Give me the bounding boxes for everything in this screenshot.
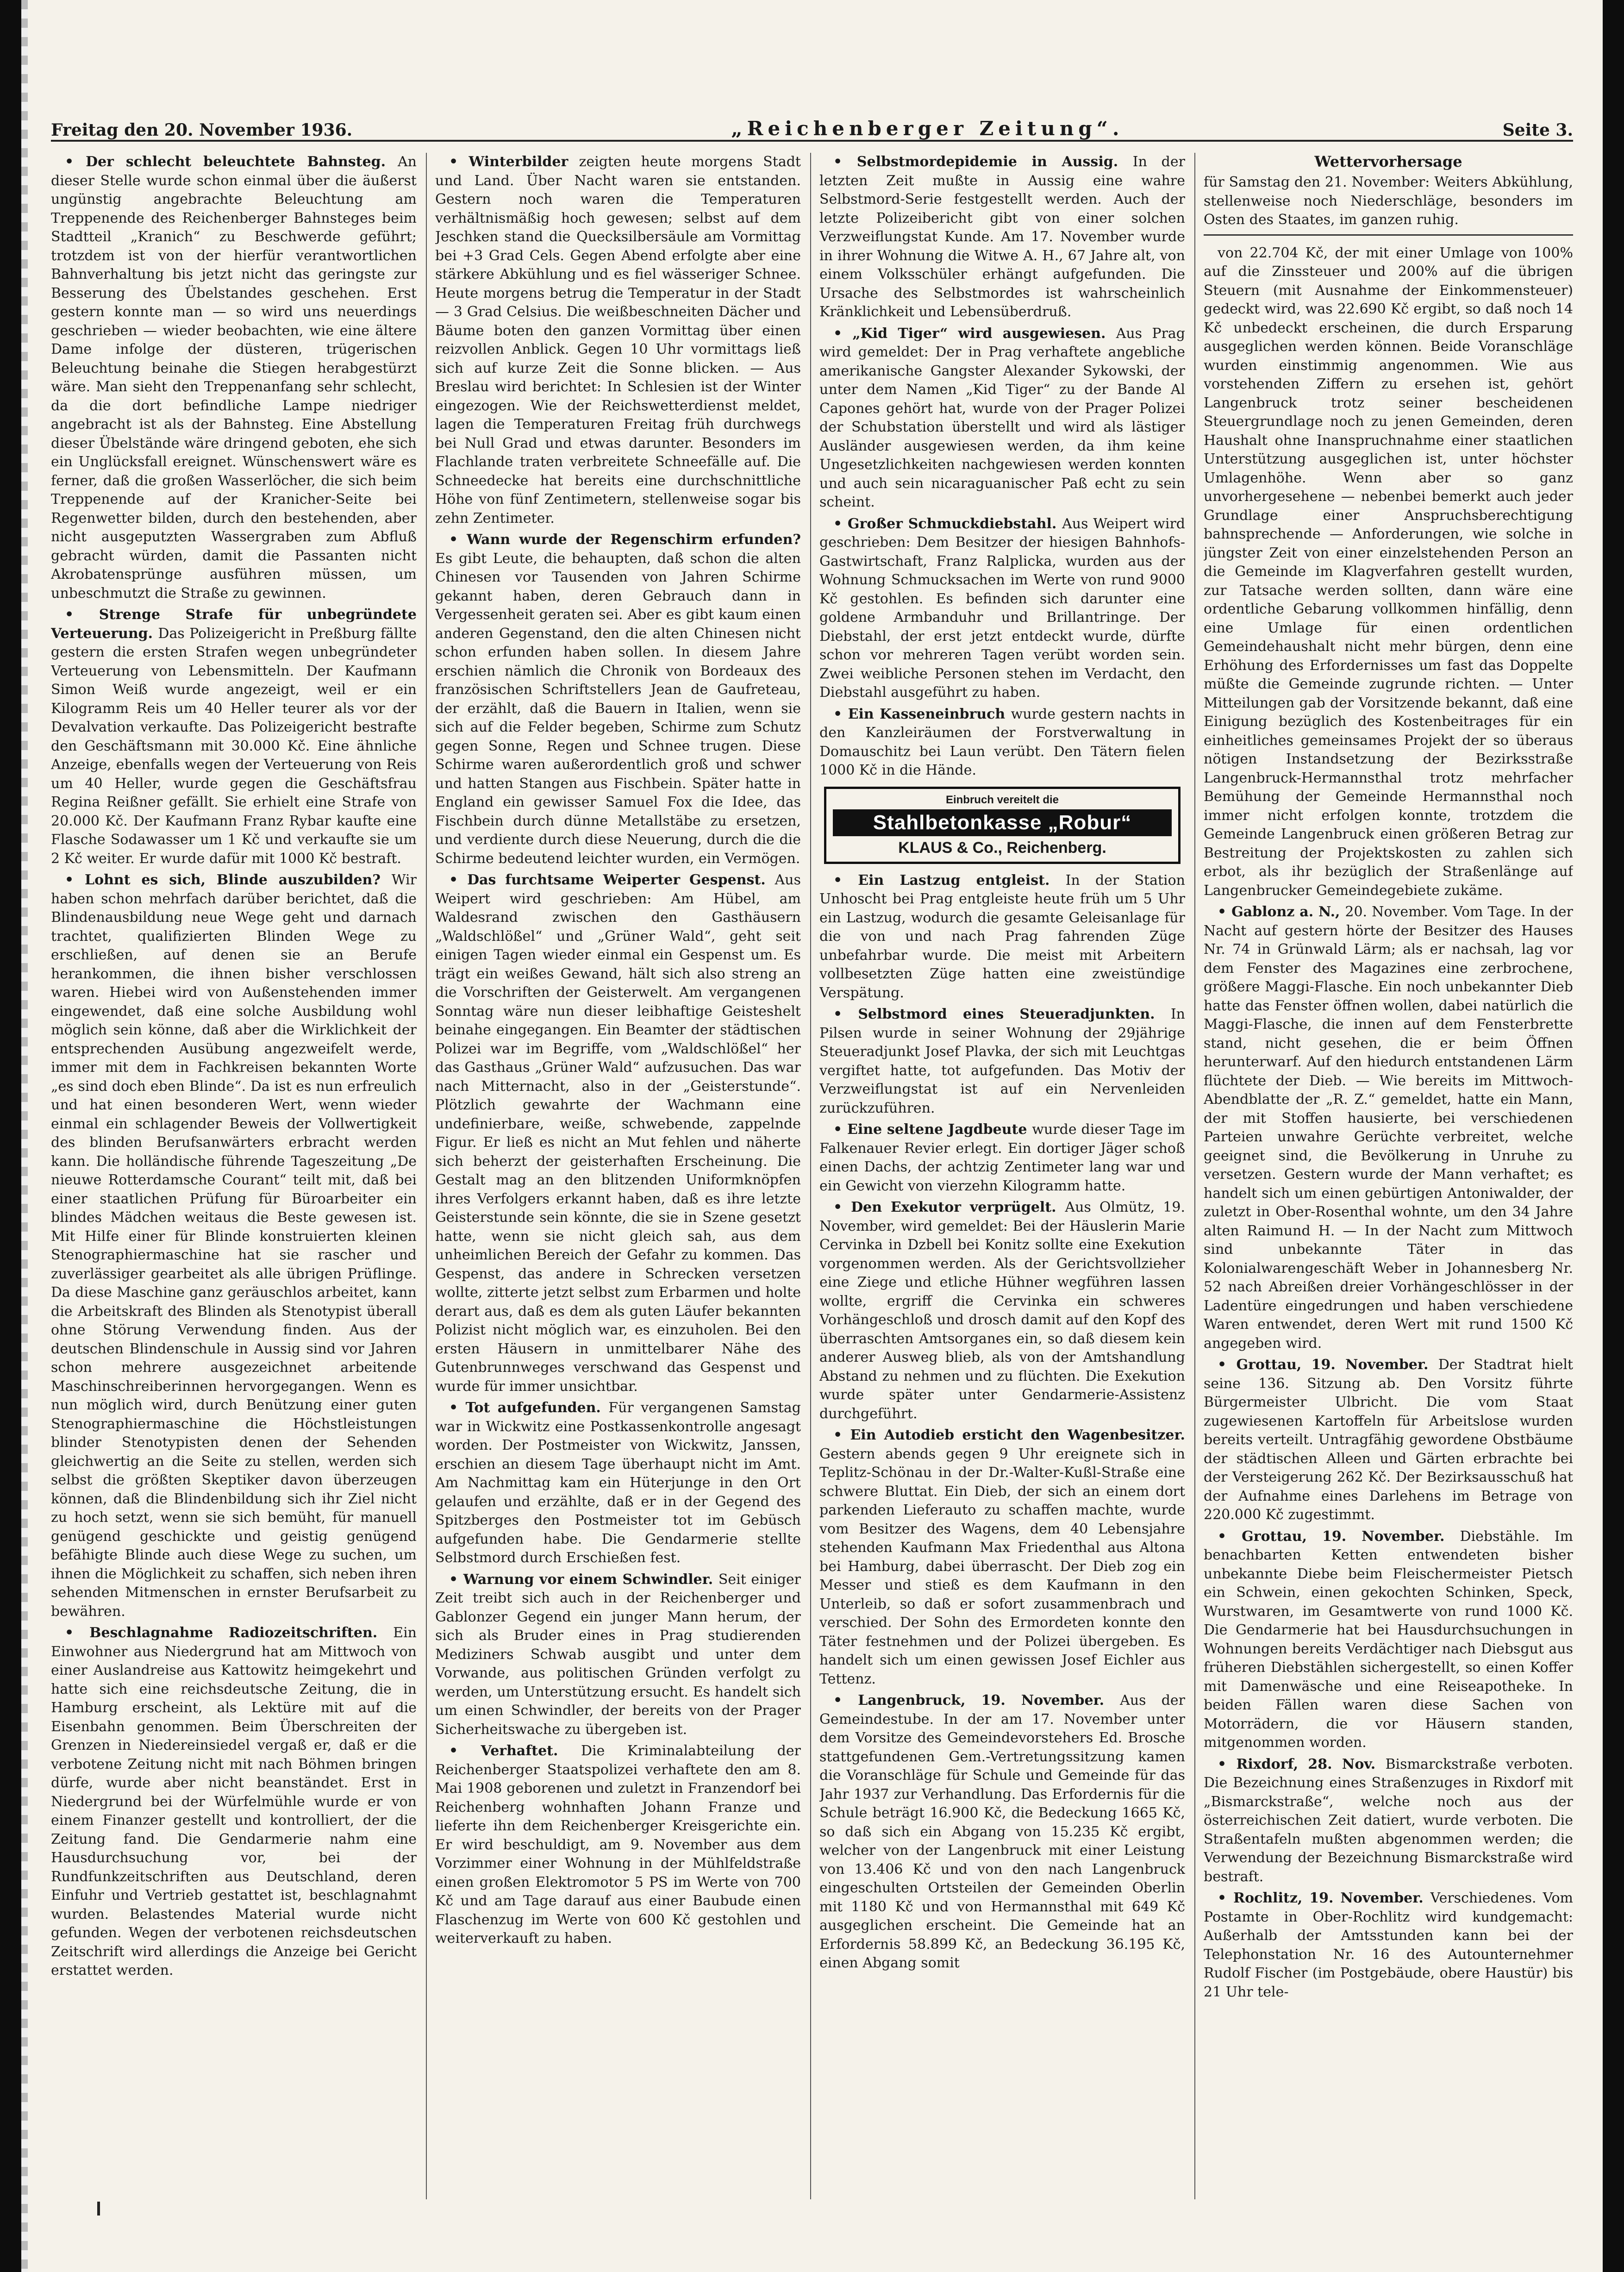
article-headline: • Wann wurde der Regenschirm erfunden? — [449, 532, 801, 548]
article-headline: • Eine seltene Jagdbeute — [833, 1121, 1032, 1138]
article-body: Aus Olmütz, 19. November, wird gemeldet: Bei der Häuslerin Marie Cervinka in Dzbell bei Konitz sollte eine Exekution vorgenommen werden. Als der Gerichtsvollzieher eine Ziege und etliche Hühner wegführen lassen wollte, ergriff die Cervinka ein schweres Vorhängeschloß und drosch damit auf den Kopf des überraschten Amtsorganes ein, so daß diesem kein anderer Ausweg blieb, als von der Amtshandlung Abstand zu nehmen und zu flüchten. Die Exekution wurde später unter Gendarmerie-Assistenz durchgeführt. — [819, 1199, 1185, 1422]
news-article — [819, 1426, 1185, 1689]
article-body: Die Kriminalabteilung der Reichenberger Staatspolizei verhaftete den am 8. Mai 1908 geborenen und zuletzt in Franzendorf bei Reichenberg wohnhaften Johann Franze und lieferte ihn dem Reichenberger Kreisgerichte ein. Er wird beschuldigt, am 9. November aus dem Vorzimmer einer Wohnung in der Mühlfeldstraße einen großen Elektromotor 5 PS im Werte von 700 Kč und am Tage darauf aus einer Baubude einen Flaschenzug im Werte von 600 Kč gestohlen und weiterverkauft zu haben. — [435, 1743, 801, 1947]
margin-mark — [97, 2202, 100, 2216]
scan-edge-left — [0, 0, 21, 2272]
article-paragraph — [51, 606, 417, 868]
weather-title: Wettervorhersage — [1314, 153, 1462, 170]
column-1 — [51, 153, 417, 2199]
article-body: Wir haben schon mehrfach darüber berichtet, daß die Blindenausbildung neue Wege geht und darnach trachtet, qualifizierten Blinden Wege zu erschließen, auf denen sie an Berufe herankommen, die ihnen bisher verschlossen waren. Hiebei wird von Außenstehenden immer eingewendet, daß eine solche Ausbildung wohl möglich sein könne, daß aber die Wirklichkeit der entsprechenden Ausübung angezweifelt werde, immer mit dem in Fachkreisen bekannten Worte „es sind doch eben Blinde“. Da ist es nun erfreulich und hat einen besonderen Wert, wenn wieder einmal ein schlagender Beweis der Vollwertigkeit des blinden Berufsanwärters erbracht werden kann. Die holländische führende Tageszeitung „De nieuwe Rotterdamsche Courant“ teilt mit, daß bei einer staatlichen Prüfung für Büroarbeiter ein blindes Mädchen weitaus die Beste gewesen ist. Mit Hilfe einer für Blinde konstruierten kleinen Stenographiermaschine hat sie rascher und zuverlässiger gearbeitet als alle übrigen Prüflinge. Da diese Maschine ganz geräuschlos arbeitet, kann die Arbeitskraft des Blinden als Stenotypist überall ohne Störung Verwendung finden. Aus der deutschen Blindenschule in Aussig sind vor Jahren schon mehrere ausgezeichnet arbeitende Maschinschreiberinnen hervorgegangen. Wenn es nun möglich wird, durch Benützung einer guten Stenographiermaschine die Höchstleistungen blinder Stenotypisten denen der Sehenden gleichwertig an die Seite zu stellen, werden sich selbst die größten Skeptiker davon überzeugen können, daß die Blindenbildung sich ihr Ziel nicht zu hoch setzt, wenn sie sich bemüht, für manuell genügend geschickte und geistig genügend befähigte Blinde auch diese Wege zu suchen, um ihnen die Möglichkeit zu schaffen, sich neben ihren sehenden Mitmenschen in ernster Berufsarbeit zu bewähren. — [51, 872, 417, 1620]
article-headline: • Selbstmordepidemie in Aussig. — [833, 154, 1133, 170]
news-article — [51, 1624, 417, 1980]
news-article — [51, 153, 417, 603]
advertisement — [824, 787, 1181, 864]
news-article — [819, 515, 1185, 702]
article-body: von 22.704 Kč, der mit einer Umlage von 100% auf die Zinssteuer und 200% auf die übrigen Steuern (mit Ausnahme der Einkommensteuer) gedeckt wird, was 22.690 Kč ergibt, so daß noch 14 Kč unbedeckt erscheinen, die durch Ersparung ausgeglichen werden können. Beide Voranschläge wurden einstimmig angenommen. Wie aus vorstehenden Ziffern zu ersehen ist, gehört Langenbruck trotz seiner bescheidenen Steuergrundlage noch zu jenen Gemeinden, deren Haushalt ohne Inanspruchnahme einer staatlichen Unterstützung ausgeglichen ist, unter höchster Umlagenhöhe. Wenn aber so ganz unvorhergesehene — nebenbei bemerkt auch jeder Grundlage einer Anspruchsberechtigung bahnsprechende — Anforderungen, wie solche in jüngster Zeit von einer einzelstehenden Person an die Gemeinde im Klagverfahren gestellt wurden, zur Tatsache werden sollten, dann wäre eine ordentliche Gebarung vollkommen hinfällig, denn eine Umlage für einen ordentlichen Gemeindehaushalt nicht mehr bürgen, denn eine Erhöhung des Erfordernisses um fast das Doppelte müßte die Gemeinde zugrunde richten. — Unter Mitteilungen gab der Vorsitzende bekannt, daß eine Einigung bezüglich des Kostenbeitrages für ein einheitliches gemeinsames Projekt der so überaus nötigen Instandsetzung der Bezirksstraße Langenbruck-Hermannsthal trotz mehrfacher Bemühung der Gemeinde Hermannsthal noch immer nicht erfolgen konnte, trotzdem die Gemeinde Langenbruck einen größeren Betrag zur Bestreitung der Projektskosten zu zahlen sich erbot, als ihr bezüglich der Straßenlänge auf Langenbrucker Gemeindegebiete zukäme. — [1204, 244, 1573, 899]
article-headline: • Winterbilder — [449, 154, 579, 170]
article-paragraph — [435, 153, 801, 528]
article-body: An dieser Stelle wurde schon einmal über die äußerst ungünstig angebrachte Beleuchtung am Treppenende des Reichenberger Bahnsteges beim Stadtteil „Kranich“ zu Beschwerde geführt; trotzdem ist von der hierfür verantwortlichen Bahnverhaltung bis jetzt nicht das geringste zur Besserung des Übelstandes geschehen. Erst gestern konnte man — so wird uns neuerdings geschrieben — wieder beobachten, wie eine ältere Dame infolge der düsteren, trügerischen Beleuchtung beinahe die Stiegen herabgestürzt wäre. Man sieht den Treppenanfang sehr schlecht, da die dort befindliche Lampe niedriger angebracht ist als der Bahnsteg. Eine Abstellung dieser Übelstände wäre dringend geboten, ehe sich ein Unglücksfall ereignet. Wünschenswert wäre es ferner, daß die großen Wasserlöcher, die sich beim Treppenende auf der Kranicher-Seite bei Regenwetter bilden, durch den bestehenden, aber nicht ausgeputzten Wassergraben zum Abfluß gebracht würden, damit die Passanten nicht Akrobatensprünge ausführen müssen, um unbeschmutzt die Straße zu gewinnen. — [51, 154, 417, 601]
article-columns — [51, 153, 1573, 2199]
scan-edge-strip — [21, 0, 28, 2272]
article-paragraph — [435, 1399, 801, 1568]
news-article — [1204, 903, 1573, 1353]
ad-tagline: Einbruch vereitelt die — [945, 793, 1059, 806]
weather-text: für Samstag den 21. November: Weiters Abkühlung, stellenweise noch Niederschläge, besonders im Osten des Staates, im ganzen ruhig. — [1204, 174, 1573, 228]
article-headline: • Grottau, 19. November. — [1218, 1357, 1438, 1373]
news-article — [1204, 1755, 1573, 1887]
article-body: In der letzten Zeit mußte in Aussig eine wahre Selbstmord-Serie festgestellt werden. Auch der letzte Polizeibericht gibt von einer solchen Verzweiflungstat Kunde. Am 17. November wurde in ihrer Wohnung die Witwe A. H., 67 Jahre alt, von einem Volksschüler erhängt aufgefunden. Die Ursache des Selbstmordes ist wahrscheinlich Kränklichkeit und Lebensüberdruß. — [819, 154, 1185, 320]
article-paragraph — [819, 1691, 1185, 1973]
article-headline: • Tot aufgefunden. — [449, 1400, 609, 1416]
article-body: In Pilsen wurde in seiner Wohnung der 29jährige Steueradjunkt Josef Plavka, der sich mit Leuchtgas vergiftet hatte, tot aufgefunden. Das Motiv der Verzweiflungstat ist auf ein Nervenleiden zurückzuführen. — [819, 1006, 1185, 1116]
article-headline: • „Kid Tiger“ wird ausgewiesen. — [833, 325, 1116, 342]
article-paragraph — [435, 1571, 801, 1740]
news-article — [1204, 1889, 1573, 2002]
article-headline: • Verhaftet. — [449, 1743, 581, 1759]
news-article — [819, 1005, 1185, 1118]
article-body: Es gibt Leute, die behaupten, daß schon die alten Chinesen vor Tausenden von Jahren Schirme gekannt haben, deren Gebrauch dann in Vergessenheit geraten sei. Aber es gibt kaum einen anderen Gegenstand, den die alten Chinesen nicht schon erfunden haben sollen. In diesem Jahre erschien nämlich die Chronik von Bordeaux des französischen Schriftstellers Jean de Gaufreteau, der erzählt, daß die Bauern in Italien, wenn sie sich auf die Felder begeben, Schirme zum Schutz gegen Sonne, Regen und Schnee trugen. Diese Schirme waren außerordentlich groß und schwer und hatten Stangen aus Fischbein. Später hatte in England ein gewisser Samuel Fox die Idee, das Fischbein durch dünne Metallstäbe zu ersetzen, und verdiente durch diese Neuerung, durch die die Schirme bedeutend leichter wurden, ein Vermögen. — [435, 550, 801, 867]
article-paragraph — [819, 871, 1185, 1003]
article-headline: • Strenge Strafe für unbegründete Verteuerung. — [51, 607, 417, 642]
article-headline: • Rixdorf, 28. Nov. — [1218, 1756, 1386, 1772]
article-body: Aus Prag wird gemeldet: Der in Prag verhaftete angebliche amerikanische Gangster Alexander Sykowski, der unter dem Namen „Kid Tiger“ zu der Bande Al Capones gehört hat, wurde von der Prager Polizei der Schubstation überstellt und wird als lästiger Ausländer ausgewiesen werden, da ihm keine Ungesetzlichkeiten nachgewiesen werden konnten und auch sein nicaraguanischer Paß echt zu sein scheint. — [819, 325, 1185, 510]
article-body: zeigten heute morgens Stadt und Land. Über Nacht waren sie entstanden. Gestern noch waren die Temperaturen verhältnismäßig hoch gewesen; selbst auf dem Jeschken stand die Quecksilbersäule am Vormittag bei +3 Grad Cels. Gegen Abend erfolgte aber eine stärkere Abkühlung und es fiel wässeriger Schnee. Heute morgens betrug die Temperatur in der Stadt — 3 Grad Celsius. Die weißbeschneiten Dächer und Bäume boten den ganzen Vormittag über einen reizvollen Anblick. Gegen 10 Uhr vormittags ließ sich auf kurze Zeit die Sonne blicken. — Aus Breslau wird berichtet: In Schlesien ist der Winter eingezogen. Wie der Reichswetterdienst meldet, lagen die Temperaturen Freitag früh durchwegs bei Null Grad und etwas darunter. Besonders im Flachlande traten verbreitete Schneefälle auf. Die Schneedecke hat bereits eine durchschnittliche Höhe von fünf Zentimetern, stellenweise sogar bis zehn Zentimeter. — [435, 154, 801, 526]
article-body: Aus der Gemeindestube. In der am 17. November unter dem Vorsitze des Gemeindevorstehers Ed. Brosche stattgefundenen Gem.-Vertretungssitzung kamen die Voranschläge für Schule und Gemeinde für das Jahr 1937 zur Verhandlung. Das Erfordernis für die Schule beträgt 16.900 Kč, die Bedeckung 1665 Kč, so daß sich ein Abgang von 15.235 Kč ergibt, welcher von der Langenbruck mit einer Leistung von 13.406 Kč und von den nach Langenbruck eingeschulten Ortsteilen der Gemeinden Oberlin mit 1180 Kč und von Hermannsthal mit 649 Kč ausgeglichen erscheint. Die Gemeinde hat an Erfordernis 58.899 Kč, an Bedeckung 36.195 Kč, einen Abgang somit — [819, 1692, 1185, 1971]
article-body: wurde gestern nachts in den Kanzleiräumen der Forstverwaltung in Domauschitz bei Laun verübt. Den Tätern fielen 1000 Kč in die Hände. — [819, 706, 1185, 778]
article-body: Bismarckstraße verboten. Die Bezeichnung eines Straßenzuges in Rixdorf mit „Bismarckstraße“, welche noch aus der österreichischen Zeit datiert, wurde verboten. Die Straßentafeln mußten abgenommen werden; die Verwendung der Bezeichnung Bismarckstraße wird bestraft. — [1204, 1756, 1573, 1885]
article-headline: • Ein Lastzug entgleist. — [833, 872, 1066, 889]
article-paragraph — [1204, 903, 1573, 1353]
column-4 — [1204, 153, 1573, 2199]
news-article — [435, 1399, 801, 1568]
news-article — [51, 606, 417, 868]
article-paragraph — [819, 153, 1185, 322]
weather-forecast — [1204, 153, 1573, 236]
article-paragraph — [819, 1426, 1185, 1689]
scan-edge-right — [1603, 0, 1624, 2272]
column-3 — [819, 153, 1185, 2199]
article-paragraph — [1204, 1527, 1573, 1753]
column-2 — [435, 153, 801, 2199]
article-paragraph — [51, 871, 417, 1621]
column-divider — [1194, 153, 1195, 2199]
article-headline: • Selbstmord eines Steueradjunkten. — [833, 1006, 1171, 1022]
news-article — [819, 1198, 1185, 1423]
article-paragraph — [1204, 1889, 1573, 2002]
article-headline: • Rochlitz, 19. November. — [1218, 1890, 1430, 1906]
article-headline: • Grottau, 19. November. — [1218, 1528, 1460, 1545]
article-paragraph — [819, 705, 1185, 780]
news-article — [435, 1742, 801, 1948]
news-article — [435, 531, 801, 868]
news-article — [435, 1571, 801, 1740]
article-headline: • Beschlagnahme Radiozeitschriften. — [65, 1625, 394, 1641]
article-body: wurde dieser Tage im Falkenauer Revier erlegt. Ein dortiger Jäger schoß einen Dachs, der achtzig Zentimeter lang war und ein Gewicht von vierzehn Kilogramm hatte. — [819, 1121, 1185, 1194]
ad-company: KLAUS & Co., Reichenberg. — [898, 839, 1106, 857]
article-headline: • Das furchtsame Weiperter Gespenst. — [449, 872, 775, 888]
column-divider — [426, 153, 427, 2199]
page-number: Seite 3. — [1502, 120, 1573, 140]
news-article — [819, 705, 1185, 780]
article-paragraph — [51, 153, 417, 603]
article-body: Verschiedenes. Vom Postamte in Ober-Rochlitz wird kundgemacht: Außerhalb der Amtsstunden kann bei der Telephonstation Nr. 16 des Autounternehmer Rudolf Fischer (im Postgebäude, obere Haustür) bis 21 Uhr tele- — [1204, 1890, 1573, 2000]
column-divider — [810, 153, 811, 2199]
article-paragraph — [51, 1624, 417, 1980]
news-article — [1204, 1527, 1573, 1753]
article-paragraph — [435, 871, 801, 1396]
article-paragraph — [1204, 1755, 1573, 1887]
news-article — [819, 871, 1185, 1003]
article-body: Seit einiger Zeit treibt sich auch in der Reichenberger und Gablonzer Gegend ein junger Mann herum, der sich als Bruder eines in Prag studierenden Mediziners Schwab ausgibt und unter dem Vorwande, aus politischen Gründen verfolgt zu werden, um Unterstützung ersucht. Es handelt sich um einen Schwindler, der bereits von der Prager Sicherheitswache zu übergeben ist. — [435, 1571, 801, 1738]
article-headline: • Langenbruck, 19. November. — [833, 1692, 1120, 1709]
article-paragraph — [819, 1120, 1185, 1195]
news-article — [51, 871, 417, 1621]
article-paragraph — [819, 1005, 1185, 1118]
article-headline: • Ein Kasseneinbruch — [833, 706, 1011, 722]
news-article — [819, 1120, 1185, 1195]
article-paragraph — [435, 1742, 801, 1948]
article-paragraph — [819, 325, 1185, 512]
article-paragraph — [819, 515, 1185, 702]
article-body: Das Polizeigericht in Preßburg fällte gestern die ersten Strafen wegen unbegründeter Verteuerung von Lebensmitteln. Der Kaufmann Simon Weiß wurde angezeigt, weil er ein Kilogramm Reis um 40 Heller teurer als vor der Devalvation verkaufte. Das Polizeigericht bestrafte den Geschäftsmann mit 30.000 Kč. Eine ähnliche Anzeige, ebenfalls wegen der Verteuerung von Reis um 40 Heller, wurde gegen die Geschäftsfrau Regina Reißner gefällt. Sie erhielt eine Strafe von 20.000 Kč. Der Kaufmann Franz Rybar kaufte eine Flasche Sodawasser um 1 Kč und verkaufte sie um 2 Kč weiter. Er wurde dafür mit 1000 Kč bestraft. — [51, 625, 417, 867]
article-headline: • Lohnt es sich, Blinde auszubilden? — [65, 872, 392, 888]
article-body: In der Station Unhoscht bei Prag entgleiste heute früh um 5 Uhr ein Lastzug, wodurch die gesamte Geleisanlage für die von und nach Prag fahrenden Züge unbefahrbar wurde. Die meist mit Arbeitern vollbesetzten Züge hatten eine zweistündige Verspätung. — [819, 872, 1185, 1001]
news-article — [1204, 1356, 1573, 1525]
news-article — [1204, 244, 1573, 901]
article-body: Der Stadtrat hielt seine 136. Sitzung ab. Den Vorsitz führte Bürgermeister Ulbricht. Die vom Staat zugewiesenen Kartoffeln für Arbeitslose wurden bereits verteilt. Untragfähig gewordene Obstbäume der städtischen Alleen und Gärten erbrachte bei der Versteigerung 262 Kč. Der Bezirksausschuß hat der Aufnahme eines Darlehens im Betrage von 220.000 Kč zugestimmt. — [1204, 1357, 1573, 1523]
article-paragraph — [819, 1198, 1185, 1423]
article-headline: • Gablonz a. N., — [1218, 904, 1345, 920]
news-article — [819, 153, 1185, 322]
article-body: Gestern abends gegen 9 Uhr ereignete sich in Teplitz-Schönau in der Dr.-Walter-Kußl-Straße eine schwere Bluttat. Ein Dieb, der sich an einem dort parkenden Lieferauto zu schaffen machte, wurde vom Besitzer des Wagens, dem 40 Lebensjahre stehenden Kaufmann Max Friedenthal aus Altona bei Hamburg, dabei überrascht. Der Dieb zog ein Messer und stieß es dem Kaufmann in den Unterleib, so daß er sofort zusammenbrach und verschied. Der Sohn des Ermordeten konnte den Täter festnehmen und der Polizei übergeben. Es handelt sich um einen gewissen Josef Eichler aus Tettenz. — [819, 1446, 1185, 1687]
news-article — [819, 1691, 1185, 1973]
article-headline: • Der schlecht beleuchtete Bahnsteg. — [65, 154, 398, 170]
article-body: Diebstähle. Im benachbarten Ketten entwendeten bisher unbekannte Diebe beim Fleischermeister Pietsch ein Schwein, einen gekochten Schinken, Speck, Wurstwaren, im Gesamtwerte von rund 1000 Kč. Die Gendarmerie hat bei Hausdurchsuchungen in Wohnungen bereits Verdächtiger nach Diebsgut aus früheren Diebstählen sichergestellt, so einen Koffer mit Damenwäsche und eine Reiseapotheke. In beiden Fällen waren diese Sachen von Motorrädern, die vor Häusern standen, mitgenommen worden. — [1204, 1528, 1573, 1751]
article-headline: • Warnung vor einem Schwindler. — [449, 1571, 718, 1588]
article-body: Ein Einwohner aus Niedergrund hat am Mittwoch von einer Auslandreise aus Kattowitz heimgekehrt und hatte sich eine reichsdeutsche Zeitung, die in Hamburg erscheint, als Lektüre mit auf die Eisenbahn genommen. Beim Überschreiten der Grenzen in Niedereinsiedel vergaß er, daß er die verbotene Zeitung nicht mit nach Böhmen bringen dürfe, wurde aber nicht beanständet. Erst in Niedergrund bei der Würfelmühle wurde er von einem Finanzer gestellt und kontrolliert, der die Zeitung fand. Die Gendarmerie nahm eine Hausdurchsuchung vor, bei der Rundfunkzeitschriften aus Deutschland, deren Einfuhr und Vertrieb gestattet ist, beschlagnahmt wurden. Belastendes Material wurde nicht gefunden. Wegen der verbotenen reichsdeutschen Zeitschrift wird allerdings die Anzeige bei Gericht erstattet werden. — [51, 1625, 417, 1978]
article-headline: • Ein Autodieb ersticht den Wagenbesitzer. — [833, 1427, 1185, 1443]
article-body: Aus Weipert wird geschrieben: Am Hübel, am Waldesrand zwischen den Gasthäusern „Waldschlößel“ und „Grüner Wald“, geht seit einigen Tagen wieder einmal ein Gespenst um. Es trägt ein weißes Gewand, hält sich also streng an die Vorschriften der Geisterwelt. Am vergangenen Sonntag wäre nun dieser leibhaftige Geisteshelt beinahe eingegangen. Ein Beamter der städtischen Polizei war im Begriffe, vom „Waldschlößel“ her das Gasthaus „Grüner Wald“ aufzusuchen. Das war nach Mitternacht, also in der „Geisterstunde“. Plötzlich gewahrte der Wachmann eine undefinierbare, weiße, schwebende, zappelnde Figur. Er ließ es nicht an Mut fehlen und näherte sich beherzt der geisterhaften Erscheinung. Die Gestalt mag an den blitzenden Uniformknöpfen ihres Verfolgers erkannt haben, daß es ihre letzte Geisterstunde sein könnte, die sie in Szene gesetzt hatte, wenn sie nicht gleich sah, aus dem unheimlichen Bereich der Gefahr zu kommen. Das Gespenst, das andere in Schrecken versetzen wollte, zitterte jetzt selbst zum Erbarmen und holte derart aus, daß es dem als guten Läufer bekannten Polizist nicht möglich war, es einzuholen. Bei den ersten Häusern in unmittelbarer Nähe des Gutenbrunnweges verschwand das Gespenst und wurde für immer unsichtbar. — [435, 872, 801, 1395]
column-4-articles — [1204, 244, 1573, 2002]
news-article — [819, 325, 1185, 512]
issue-date: Freitag den 20. November 1936. — [51, 120, 353, 140]
news-article — [435, 871, 801, 1396]
article-body: Aus Weipert wird geschrieben: Dem Besitzer der hiesigen Bahnhofs-Gastwirtschaft, Franz Ralplicka, wurden aus der Wohnung Schmucksachen im Werte von rund 9000 Kč gestohlen. Es befinden sich darunter eine goldene Armbanduhr und Brillantringe. Der Diebstahl, der erst jetzt entdeckt wurde, dürfte schon vor mehreren Tagen verübt worden sein. Zwei weibliche Personen stehen im Verdacht, den Diebstahl ausgeführt zu haben. — [819, 515, 1185, 701]
article-body: 20. November. Vom Tage. In der Nacht auf gestern hörte der Besitzer des Hauses Nr. 74 in Grünwald Lärm; als er nachsah, lag vor dem Fenster des Magazines eine zerbrochene, größere Maggi-Flasche. Ein noch unbekannter Dieb hatte das Fenster öffnen wollen, dabei natürlich die Maggi-Flasche, die innen auf dem Fensterbrette stand, nicht gesehen, die er beim Öffnen herunterwarf. Auf den hiedurch entstandenen Lärm flüchtete der Dieb. — Wie bereits im Mittwoch-Abendblatte der „R. Z.“ gemeldet, hatte ein Mann, der mit Stoffen hausierte, bei verschiedenen Parteien unwahre Gerüchte verbreitet, welche geeignet sind, die Bevölkerung in Unruhe zu versetzen. Gestern wurde der Mann verhaftet; es handelt sich um einen gebürtigen Antoniwalder, der zuletzt in Ober-Rosenthal wohnte, um den 34 Jahre alten Raimund H. — In der Nacht zum Mittwoch sind unbekannte Täter in das Kolonialwarengeschäft Weber in Johannesberg Nr. 52 nach Abreißen dreier Vorhängeschlösser in der Ladentüre eingedrungen und haben verschiedene Waren entwendet, deren Wert mit rund 1500 Kč angegeben wird. — [1204, 904, 1573, 1352]
news-article — [435, 153, 801, 528]
article-headline: • Großer Schmuckdiebstahl. — [833, 515, 1062, 532]
page-header — [51, 107, 1573, 142]
article-paragraph — [1204, 244, 1573, 901]
article-paragraph — [435, 531, 801, 868]
article-headline: • Den Exekutor verprügelt. — [833, 1199, 1065, 1215]
article-paragraph — [1204, 1356, 1573, 1525]
ad-brand: Stahlbetonkasse „Robur“ — [833, 809, 1172, 836]
article-body: Für vergangenen Samstag war in Wickwitz eine Postkassenkontrolle angesagt worden. Der Postmeister von Wickwitz, Janssen, erschien an diesem Tage überhaupt nicht im Amt. Am Nachmittag kam ein Hüterjunge in den Ort gelaufen und erzählte, daß er in der Gegend des Spitzberges den Postmeister tot im Gebüsch aufgefunden habe. Die Gendarmerie stellte Selbstmord durch Erschießen fest. — [435, 1400, 801, 1566]
newspaper-masthead: „Reichenberger Zeitung“. — [731, 117, 1124, 140]
